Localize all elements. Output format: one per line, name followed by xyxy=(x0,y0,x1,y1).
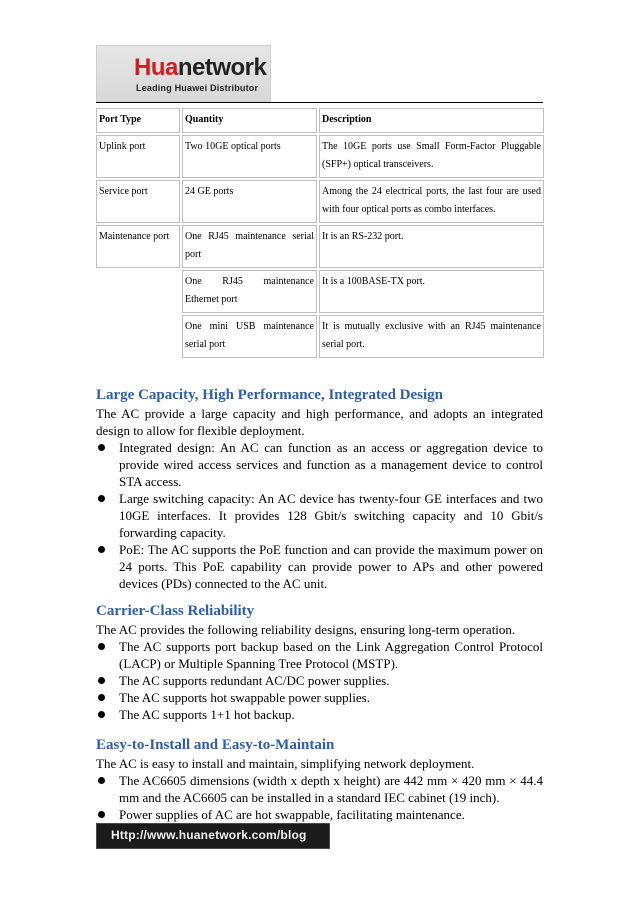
cell-port-type: Service port xyxy=(96,180,180,223)
bullet-icon xyxy=(98,777,105,784)
column-header-quantity: Quantity xyxy=(182,108,317,133)
list-item: Integrated design: An AC can function as an access or aggregation device to provide wired access services and function as a management device to control STA access. xyxy=(96,439,543,490)
column-header-description: Description xyxy=(319,108,544,133)
bullet-list xyxy=(96,772,543,823)
list-item: The AC supports 1+1 hot backup. xyxy=(96,706,543,723)
section-heading: Large Capacity, High Performance, Integrated Design xyxy=(96,387,444,403)
list-item: PoE: The AC supports the PoE function and can provide the maximum power on 24 ports. This PoE capability can provide power to APs and other powered devices (PDs) connected to the AC unit. xyxy=(96,541,543,592)
footer-url-banner[interactable] xyxy=(96,823,330,849)
section-heading: Carrier-Class Reliability xyxy=(96,603,255,619)
cell-quantity: One mini USB maintenance serial port xyxy=(182,315,317,358)
cell-quantity: One RJ45 maintenance Ethernet port xyxy=(182,270,317,313)
table-row xyxy=(96,180,544,223)
cell-port-type xyxy=(96,270,180,313)
table-row xyxy=(96,225,544,268)
cell-description: It is an RS-232 port. xyxy=(319,225,544,268)
list-item: Power supplies of AC are hot swappable, facilitating maintenance. xyxy=(96,806,543,823)
list-item: Large switching capacity: An AC device has twenty-four GE interfaces and two 10GE interfaces. It provides 128 Gbit/s switching capacity and 10 Gbit/s forwarding capacity. xyxy=(96,490,543,541)
list-item: The AC supports redundant AC/DC power supplies. xyxy=(96,672,543,689)
logo-tagline: Leading Huawei Distributor xyxy=(136,83,259,93)
cell-port-type: Uplink port xyxy=(96,135,180,178)
header-divider xyxy=(96,102,543,103)
cell-description: It is mutually exclusive with an RJ45 maintenance serial port. xyxy=(319,315,544,358)
list-item: The AC supports hot swappable power supplies. xyxy=(96,689,543,706)
cell-description: Among the 24 electrical ports, the last four are used with four optical ports as combo interfaces. xyxy=(319,180,544,223)
section-install xyxy=(96,735,543,823)
column-header-port-type: Port Type xyxy=(96,108,180,133)
list-item: The AC supports port backup based on the Link Aggregation Control Protocol (LACP) or Multiple Spanning Tree Protocol (MSTP). xyxy=(96,638,543,672)
table-row xyxy=(96,135,544,178)
cell-description: The 10GE ports use Small Form-Factor Pluggable (SFP+) optical transceivers. xyxy=(319,135,544,178)
bullet-icon xyxy=(98,711,105,718)
port-spec-table xyxy=(94,106,546,360)
bullet-icon xyxy=(98,677,105,684)
bullet-icon xyxy=(98,811,105,818)
table-row xyxy=(96,270,544,313)
table-header-row xyxy=(96,108,544,133)
bullet-icon xyxy=(98,546,105,553)
bullet-icon xyxy=(98,444,105,451)
section-capacity xyxy=(96,385,543,592)
cell-quantity: 24 GE ports xyxy=(182,180,317,223)
cell-quantity: Two 10GE optical ports xyxy=(182,135,317,178)
section-intro: The AC provides the following reliability designs, ensuring long-term operation. xyxy=(96,622,516,637)
logo-brand: Huanetwork xyxy=(134,54,267,81)
cell-port-type xyxy=(96,315,180,358)
huanetwork-logo xyxy=(96,45,271,102)
section-reliability xyxy=(96,601,543,723)
section-heading: Easy-to-Install and Easy-to-Maintain xyxy=(96,737,335,753)
list-item: The AC6605 dimensions (width x depth x height) are 442 mm × 420 mm × 44.4 mm and the AC6605 can be installed in a standard IEC cabinet (19 inch). xyxy=(96,772,543,806)
bullet-icon xyxy=(98,694,105,701)
bullet-list xyxy=(96,439,543,592)
cell-quantity: One RJ45 maintenance serial port xyxy=(182,225,317,268)
table-row xyxy=(96,315,544,358)
section-intro: The AC provide a large capacity and high performance, and adopts an integrated design to allow for flexible deployment. xyxy=(96,406,543,438)
cell-description: It is a 100BASE-TX port. xyxy=(319,270,544,313)
bullet-list xyxy=(96,638,543,723)
section-intro: The AC is easy to install and maintain, simplifying network deployment. xyxy=(96,756,475,771)
bullet-icon xyxy=(98,643,105,650)
footer-url[interactable]: Http://www.huanetwork.com/blog xyxy=(111,828,307,842)
cell-port-type: Maintenance port xyxy=(96,225,180,268)
bullet-icon xyxy=(98,495,105,502)
